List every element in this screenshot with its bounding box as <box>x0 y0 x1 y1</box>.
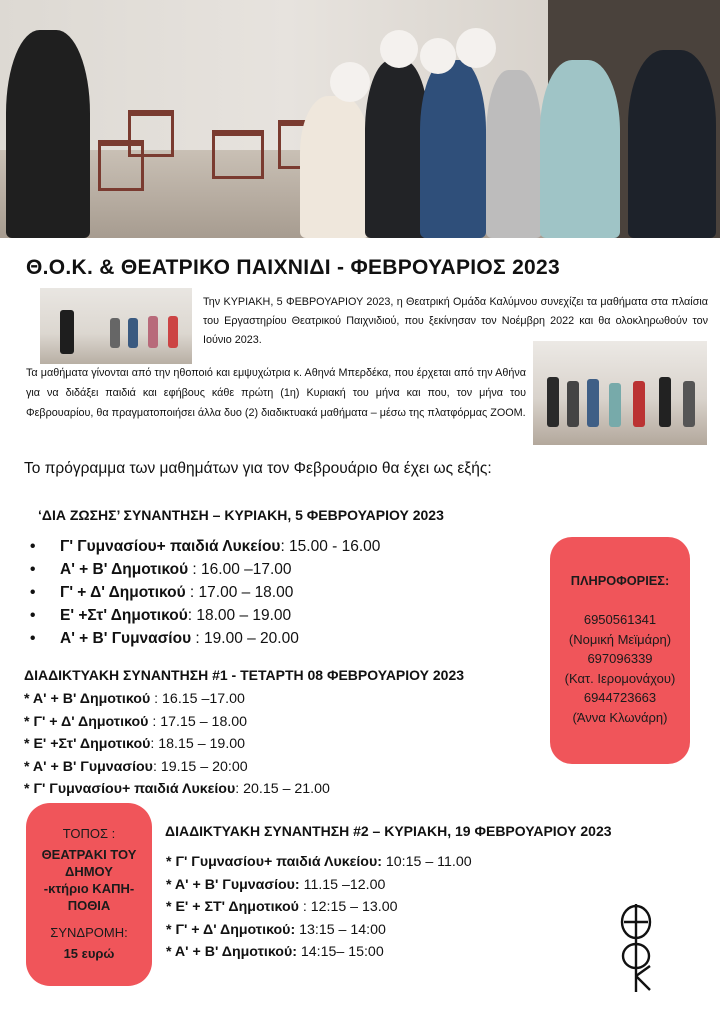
list-item <box>30 604 380 627</box>
photo-person <box>609 383 621 427</box>
list-item <box>30 558 380 581</box>
time-value: : 17.00 – 18.00 <box>185 584 294 601</box>
photo-chair <box>212 130 264 179</box>
photo-person <box>540 60 620 238</box>
time-value: : 19.00 – 20.00 <box>191 630 299 647</box>
schedule-intro: Το πρόγραμμα των μαθημάτων για τον Φεβρουάριο θα έχει ως εξής: <box>24 460 492 477</box>
phone-number: 6944723663 <box>583 690 657 705</box>
schedule-list-online-2 <box>166 851 472 964</box>
venue-line: ΘΕΑΤΡΑΚΙ ΤΟΥ <box>41 847 137 862</box>
photo-person <box>547 377 559 427</box>
page-title: Θ.Ο.Κ. & ΘΕΑΤΡΙΚΟ ΠΑΙΧΝΙΔΙ - ΦΕΒΡΟΥΑΡΙΟΣ 2023 <box>26 256 560 279</box>
group-label: * Α' + Β' Γυμνασίου <box>24 758 153 775</box>
section-heading-online-1: ΔΙΑΔΙΚΤΥΑΚΗ ΣΥΝΑΝΤΗΣΗ #1 - ΤΕΤΑΡΤΗ 08 ΦΕΒΡΟΥΑΡΙΟΥ 2023 <box>24 667 465 683</box>
section-heading-live: ‘ΔΙΑ ΖΩΣΗΣ’ ΣΥΝΑΝΤΗΣΗ – ΚΥΡΙΑΚΗ, 5 ΦΕΒΡΟΥΑΡΙΟΥ 2023 <box>38 507 444 523</box>
fee-label: ΣΥΝΔΡΟΜΗ: <box>50 925 128 940</box>
list-item <box>166 941 472 964</box>
time-value: : 15.00 - 16.00 <box>280 538 381 555</box>
group-label: Α' + Β' Γυμνασίου <box>60 630 192 647</box>
photo-person <box>300 96 370 238</box>
photo-blurred-face <box>380 30 418 68</box>
section-heading-online-2: ΔΙΑΔΙΚΤΥΑΚΗ ΣΥΝΑΝΤΗΣΗ #2 – ΚΥΡΙΑΚΗ, 19 ΦΕΒΡΟΥΑΡΙΟΥ 2023 <box>165 823 612 839</box>
time-value: 14:15– 15:00 <box>296 944 384 960</box>
photo-person <box>659 377 671 427</box>
venue-line: ΔΗΜΟΥ <box>65 864 113 879</box>
venue-line: ΠΟΘΙΑ <box>67 898 111 913</box>
group-label: Γ' Γυμνασίου+ παιδιά Λυκείου <box>60 538 281 555</box>
info-badge <box>550 537 690 764</box>
list-item <box>166 851 472 874</box>
group-label: * Ε' + ΣΤ' Δημοτικού <box>166 899 299 915</box>
photo-person <box>168 316 178 348</box>
phone-number: 697096339 <box>587 651 653 666</box>
schedule-list-live <box>30 535 380 650</box>
intro-paragraph-1: Την ΚΥΡΙΑΚΗ, 5 ΦΕΒΡΟΥΑΡΙΟΥ 2023, η Θεατρική Ομάδα Καλύμνου συνεχίζει τα μαθήματα στα πλαίσια του Εργαστηρίου Θεατρικού Παιχνιδιού, που ξεκίνησαν τον Νοέμβρη 2022 και θα ολοκληρωθούν τον Ιούνιο 2023. <box>203 296 708 346</box>
time-value: : 18.15 – 19.00 <box>150 736 246 752</box>
hero-photo <box>0 0 720 238</box>
photo-person <box>628 50 716 238</box>
info-heading: ΠΛΗΡΟΦΟΡΙΕΣ: <box>570 573 670 588</box>
list-item <box>30 627 380 650</box>
photo-blurred-face <box>330 62 370 102</box>
list-item <box>30 581 380 604</box>
photo-person <box>587 379 599 427</box>
group-label: Ε' +Στ' Δημοτικού <box>60 607 188 624</box>
contact-name: (Άννα Κλωνάρη) <box>572 709 668 725</box>
time-value: : 19.15 – 20:00 <box>152 758 248 775</box>
time-value: : 16.00 –17.00 <box>188 561 292 578</box>
photo-person <box>683 381 695 427</box>
photo-person <box>420 60 486 238</box>
time-value: : 16.15 –17.00 <box>150 691 245 707</box>
time-value: : 18.00 – 19.00 <box>187 607 292 624</box>
time-value: 11.15 –12.00 <box>299 876 386 893</box>
photo-person <box>567 381 579 427</box>
photo-person <box>6 30 90 238</box>
group-label: Α' + Β' Δημοτικού <box>60 561 189 578</box>
photo-blurred-face <box>456 28 496 68</box>
contact-name: (Κατ. Ιερομονάχου) <box>564 670 676 686</box>
group-label: * Γ' Γυμνασίου+ παιδιά Λυκείου <box>24 781 236 797</box>
fee-value: 15 ευρώ <box>63 946 115 961</box>
list-item <box>24 711 330 734</box>
group-label: Γ' + Δ' Δημοτικού <box>60 584 186 601</box>
intro-paragraph-2: Τα μαθήματα γίνονται από την ηθοποιό και εμψυχώτρια κ. Αθηνά Μπερδέκα, που έρχεται από την Αθήνα για να διδάξει παιδιά και εφήβους κάθε πρώτη (1η) Κυριακή του μήνα και που, τον μήνα του Φεβρουαρίου, θα πραγματοποιήσει άλλα δυο (2) διαδικτυακά μαθήματα – μέσω της πλατφόρμας ZOOM. <box>26 367 526 419</box>
phone-number: 6950561341 <box>583 612 657 627</box>
time-value: : 20.15 – 21.00 <box>235 781 330 797</box>
group-label: * Γ' Γυμνασίου+ παιδιά Λυκείου: <box>166 854 382 870</box>
list-item <box>24 733 330 756</box>
group-label: * Α' + Β' Δημοτικού: <box>166 944 297 960</box>
group-label: * Γ' + Δ' Δημοτικού <box>24 713 149 730</box>
group-label: * Α' + Β' Γυμνασίου: <box>166 876 300 893</box>
place-label: ΤΟΠΟΣ : <box>62 826 116 841</box>
time-value: : 17.15 – 18.00 <box>148 713 248 730</box>
group-label: * Ε' +Στ' Δημοτικού <box>24 736 151 752</box>
photo-person <box>148 316 158 348</box>
photo-chair <box>98 140 144 191</box>
photo-person <box>60 310 74 354</box>
venue-line: -κτήριο ΚΑΠΗ- <box>43 881 135 896</box>
photo-person <box>633 381 645 427</box>
time-value: 10:15 – 11.00 <box>381 854 472 870</box>
contact-name: (Νομική Μεϊμάρη) <box>568 631 672 647</box>
list-item <box>30 535 380 558</box>
photo-person <box>128 318 138 348</box>
photo-blurred-face <box>420 38 456 74</box>
group-label: * Γ' + Δ' Δημοτικού: <box>166 921 296 938</box>
schedule-list-online-1 <box>24 688 330 801</box>
photo-person <box>110 318 120 348</box>
list-item <box>166 919 472 942</box>
list-item <box>166 874 472 897</box>
time-value: : 12:15 – 13.00 <box>298 899 398 915</box>
workshop-photo-right <box>533 341 707 445</box>
list-item <box>24 778 330 801</box>
thok-logo-icon <box>612 900 660 992</box>
group-label: * Α' + Β' Δημοτικού <box>24 691 151 707</box>
list-item <box>166 896 472 919</box>
place-badge <box>26 803 152 986</box>
list-item <box>24 756 330 779</box>
list-item <box>24 688 330 711</box>
workshop-photo-left <box>40 288 192 364</box>
photo-person <box>486 70 542 238</box>
time-value: 13:15 – 14:00 <box>295 921 386 938</box>
